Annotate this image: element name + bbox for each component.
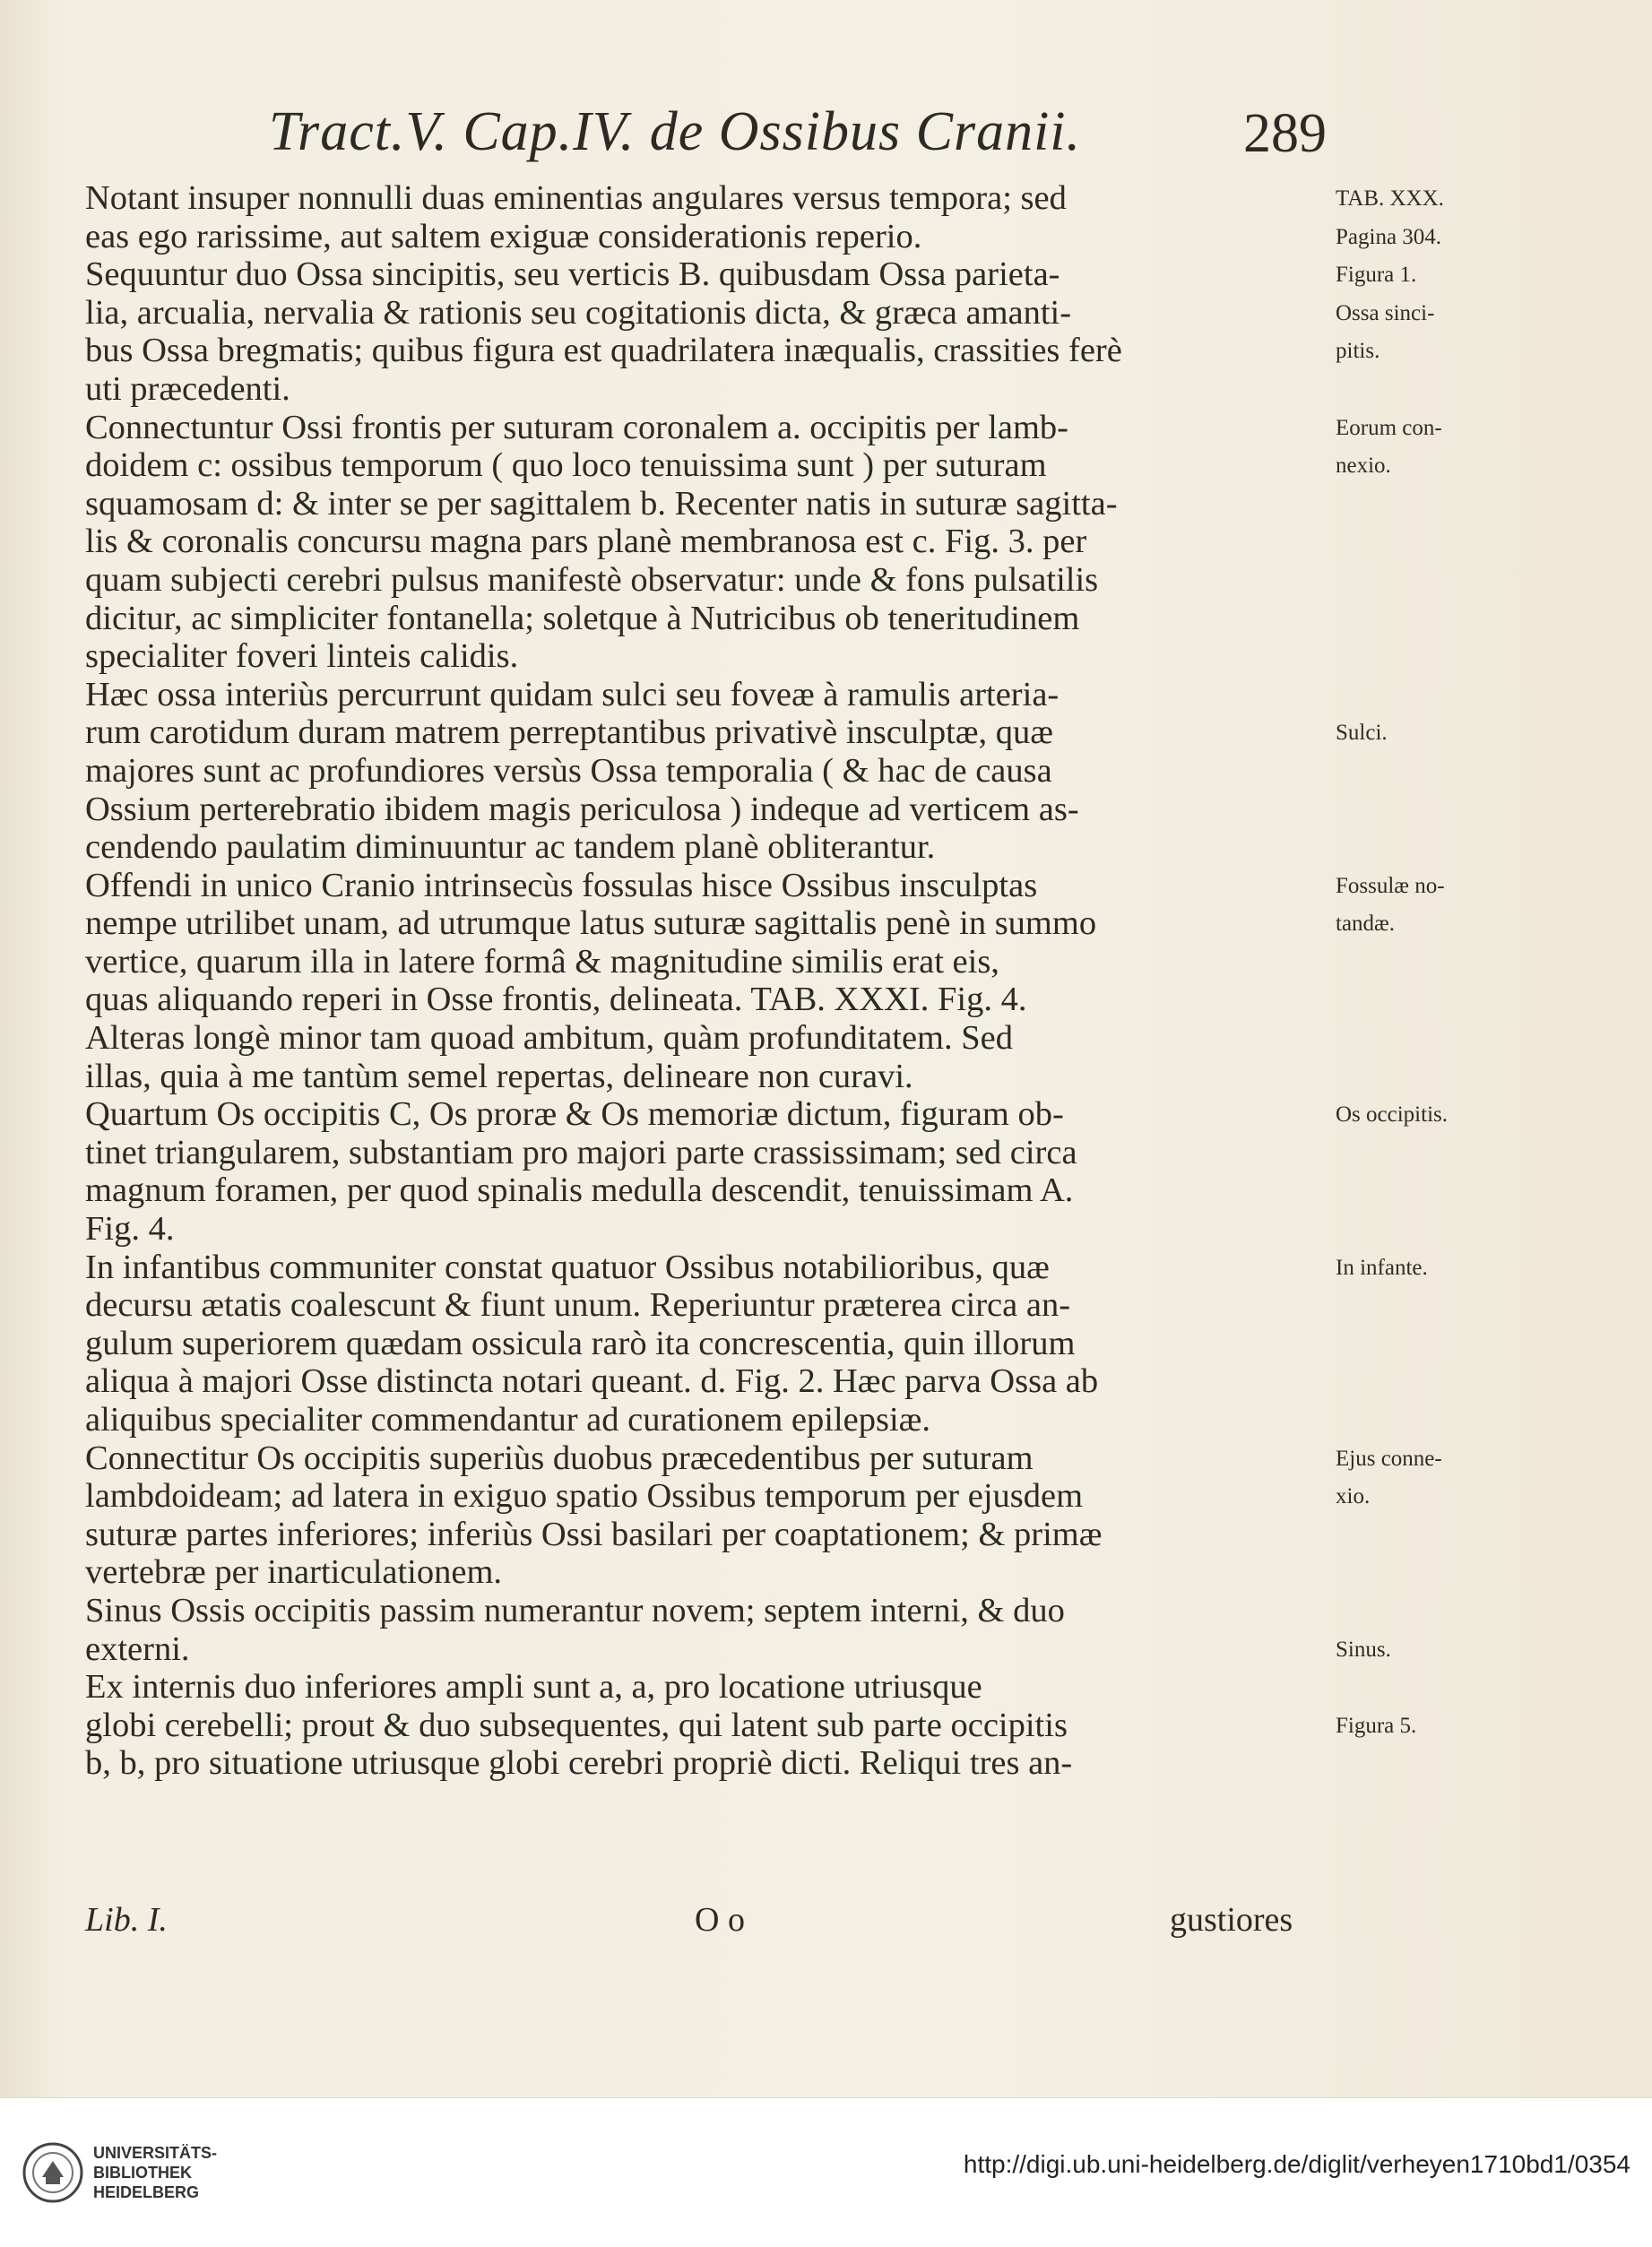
text-line: Ex internis duo inferiores ampli sunt a, a, pro locatione utriusque <box>85 1668 982 1707</box>
text-line: aliquibus specialiter commendantur ad curationem epilepsiæ. <box>85 1401 930 1439</box>
text-line: vertebræ per inarticulationem. <box>85 1553 503 1592</box>
footer-catchword: gustiores <box>1170 1901 1293 1939</box>
margin-note: Eorum con- <box>1336 415 1442 440</box>
source-url-link[interactable]: http://digi.ub.uni-heidelberg.de/diglit/verheyen1710bd1/0354 <box>963 2150 1630 2178</box>
footer-signature: O o <box>695 1901 745 1939</box>
text-line: specialiter foveri linteis calidis. <box>85 637 519 676</box>
text-line: Alteras longè minor tam quoad ambitum, quàm profunditatem. Sed <box>85 1019 1014 1058</box>
text-line: globi cerebelli; prout & duo subsequentes, qui latent sub parte occipitis <box>85 1706 1068 1744</box>
text-line: Ossium perterebratio ibidem magis periculosa ) indeque ad verticem as- <box>85 790 1079 828</box>
margin-note: In infante. <box>1336 1255 1428 1280</box>
text-line: lambdoideam; ad latera in exiguo spatio Ossibus temporum per ejusdem <box>85 1477 1084 1516</box>
margin-note: tandæ. <box>1336 912 1395 937</box>
text-line: rum carotidum duram matrem perreptantibus privativè insculptæ, quæ <box>85 713 1053 752</box>
library-name-line: UNIVERSITÄTS- <box>93 2144 218 2162</box>
text-line: doidem c: ossibus temporum ( quo loco tenuissima sunt ) per suturam <box>85 446 1047 485</box>
library-name-line: HEIDELBERG <box>93 2183 200 2201</box>
text-line: Offendi in unico Cranio intrinsecùs fossulas hisce Ossibus insculptas <box>85 866 1038 904</box>
text-line: Sinus Ossis occipitis passim numerantur novem; septem interni, & duo <box>85 1591 1065 1629</box>
text-line: majores sunt ac profundiores versùs Ossa temporalia ( & hac de causa <box>85 751 1052 790</box>
text-line: nempe utrilibet unam, ad utrumque latus suturæ sagittalis penè in summo <box>85 904 1097 943</box>
text-line: lis & coronalis concursu magna pars planè membranosa est c. Fig. 3. per <box>85 523 1087 561</box>
text-line: uti præcedenti. <box>85 369 290 408</box>
margin-note: Ejus conne- <box>1336 1446 1442 1471</box>
text-line: bus Ossa bregmatis; quibus figura est quadrilatera inæqualis, crassities ferè <box>85 332 1122 370</box>
text-line: vertice, quarum illa in latere formâ & magnitudine similis erat eis, <box>85 942 999 981</box>
library-seal-icon <box>22 2141 84 2204</box>
text-line: Connectitur Os occipitis superiùs duobus præcedentibus per suturam <box>85 1439 1034 1477</box>
text-line: eas ego rarissime, aut saltem exiguæ considerationis reperio. <box>85 217 922 255</box>
margin-note: pitis. <box>1336 339 1380 364</box>
text-line: Sequuntur duo Ossa sincipitis, seu verticis B. quibusdam Ossa parieta- <box>85 255 1060 294</box>
footer-book: Lib. I. <box>85 1901 168 1939</box>
margin-note: Ossa sinci- <box>1336 300 1435 325</box>
text-line: aliqua à majori Osse distincta notari queant. d. Fig. 2. Hæc parva Ossa ab <box>85 1362 1099 1401</box>
margin-note: Sinus. <box>1336 1637 1391 1662</box>
running-title: Tract.V. Cap.IV. de Ossibus Cranii. <box>269 101 1082 162</box>
text-line: Hæc ossa interiùs percurrunt quidam sulci seu foveæ à ramulis arteria- <box>85 675 1060 713</box>
text-line: squamosam d: & inter se per sagittalem b. Recenter natis in suturæ sagitta- <box>85 484 1118 523</box>
margin-note: nexio. <box>1336 454 1391 479</box>
margin-note: Fossulæ no- <box>1336 873 1445 898</box>
text-line: Fig. 4. <box>85 1210 175 1249</box>
text-line: Notant insuper nonnulli duas eminentias angulares versus tempora; sed <box>85 179 1067 217</box>
page-number: 289 <box>1243 103 1327 164</box>
text-line: quam subjecti cerebri pulsus manifestè observatur: unde & fons pulsatilis <box>85 560 1099 599</box>
margin-note: Figura 5. <box>1336 1714 1417 1738</box>
margin-note: xio. <box>1336 1484 1371 1509</box>
text-line: b, b, pro situatione utriusque globi cerebri propriè dicti. Reliqui tres an- <box>85 1744 1073 1783</box>
text-line: dicitur, ac simpliciter fontanella; soletque à Nutricibus ob teneritudinem <box>85 599 1080 637</box>
text-line: externi. <box>85 1629 190 1668</box>
margin-note: Figura 1. <box>1336 263 1417 288</box>
text-line: gulum superiorem quædam ossicula rarò ita concrescentia, quin illorum <box>85 1324 1076 1362</box>
margin-note: Os occipitis. <box>1336 1102 1448 1128</box>
text-line: Connectuntur Ossi frontis per suturam coronalem a. occipitis per lamb- <box>85 408 1068 446</box>
text-line: quas aliquando reperi in Osse frontis, delineata. TAB. XXXI. Fig. 4. <box>85 981 1027 1019</box>
margin-note: Sulci. <box>1336 721 1388 746</box>
text-line: cendendo paulatim diminuuntur ac tandem planè obliterantur. <box>85 828 936 867</box>
body-text <box>85 179 1322 1783</box>
text-line: In infantibus communiter constat quatuor Ossibus notabilioribus, quæ <box>85 1248 1050 1286</box>
text-line: magnum foramen, per quod spinalis medulla descendit, tenuissimam A. <box>85 1171 1074 1210</box>
text-line: tinet triangularem, substantiam pro majori parte crassissimam; sed circa <box>85 1133 1077 1171</box>
text-line: illas, quia à me tantùm semel repertas, delineare non curavi. <box>85 1057 913 1095</box>
text-line: suturæ partes inferiores; inferiùs Ossi basilari per coaptationem; & primæ <box>85 1515 1103 1553</box>
library-name-line: BIBLIOTHEK <box>93 2164 192 2182</box>
margin-note: TAB. XXX. <box>1336 186 1444 211</box>
library-name <box>93 2143 217 2202</box>
margin-note: Pagina 304. <box>1336 224 1442 249</box>
text-line: lia, arcualia, nervalia & rationis seu cogitationis dicta, & græca amanti- <box>85 293 1072 332</box>
viewer-bottom-bar <box>0 2097 1652 2247</box>
text-line: decursu ætatis coalescunt & fiunt unum. Reperiuntur præterea circa an- <box>85 1286 1071 1325</box>
running-header <box>242 100 1327 181</box>
text-line: Quartum Os occipitis C, Os proræ & Os memoriæ dictum, figuram ob- <box>85 1095 1064 1134</box>
